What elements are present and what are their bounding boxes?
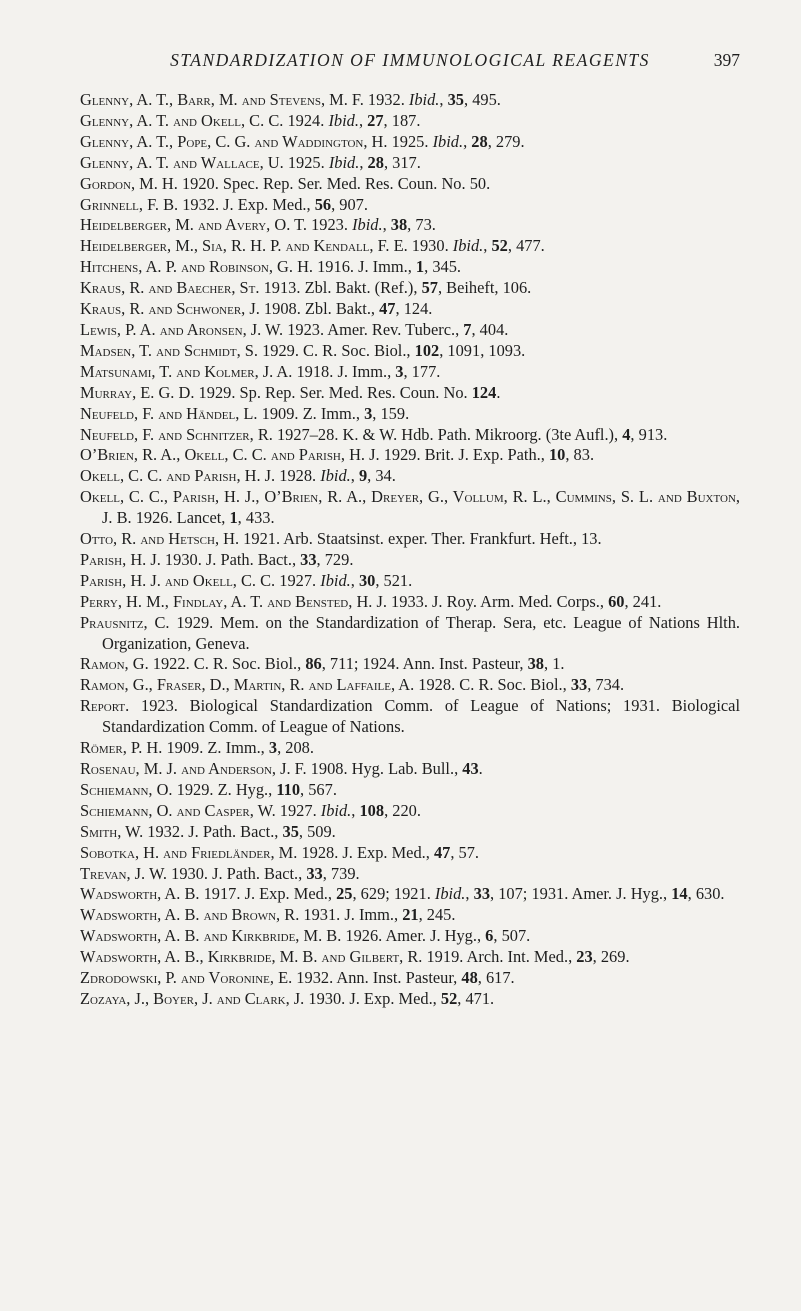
reference-entry [80,675,740,696]
reference-citation-text: , 83. [565,445,595,465]
reference-volume: 35 [447,90,464,109]
reference-citation-text: , 269. [592,947,630,967]
reference-volume: 1 [229,508,238,528]
reference-authors: Sobotka, H. and Friedländer, M. [80,842,298,862]
reference-citation-text: , 739. [322,863,360,883]
reference-volume: 7 [463,319,472,339]
reference-volume: 33 [300,549,317,569]
reference-citation-text: , 729. [316,549,354,569]
reference-entry [80,613,740,655]
reference-volume: 38 [527,654,544,674]
reference-authors: Glenny, A. T. and Wallace, U. [80,152,284,172]
reference-entry [80,236,740,257]
reference-citation-text: 1913. Zbl. Bakt. (Ref.), [259,278,422,298]
reference-authors: Heidelberger, M. and Avery, O. T. [80,215,307,235]
reference-citation-text: , 495. [464,90,501,109]
reference-ibid: Ibid. [328,110,359,130]
reference-authors: Kraus, R. and Schwoner, J. [80,299,260,319]
reference-entry [80,592,740,613]
reference-entry [80,759,740,780]
reference-authors: Parish, H. J. [80,549,161,569]
reference-volume: 30 [358,570,376,590]
reference-volume: 25 [336,884,353,904]
reference-citation-text: , 208. [277,738,314,758]
reference-citation-text: 1928. J. Exp. Med., [297,842,434,862]
reference-authors: Glenny, A. T., Pope, C. G. and Waddington, H. [80,131,388,151]
reference-citation-text: 1930. [407,236,453,256]
reference-ibid: Ibid. [352,215,383,235]
reference-citation-text: , [483,236,492,256]
reference-entry [80,257,740,278]
reference-citation-text: 1916. J. Imm., [313,257,416,277]
reference-volume: 3 [364,403,373,423]
reference-citation-text: 1920. Spec. Rep. Ser. Med. Res. Coun. No. 50. [177,173,491,193]
reference-volume: 86 [305,654,322,674]
reference-volume: 56 [314,194,332,214]
reference-citation-text: 1932. [363,90,409,109]
reference-volume: 48 [461,968,478,988]
running-title: STANDARDIZATION OF IMMUNOLOGICAL REAGENTS [170,50,650,70]
reference-citation-text: 1923. [306,215,353,235]
reference-entry [80,822,740,843]
reference-ibid: Ibid. [320,800,352,820]
reference-ibid: Ibid. [328,152,360,172]
reference-volume: 110 [276,779,301,799]
reference-entry [80,132,740,153]
reference-citation-text: , 345. [424,257,462,277]
reference-volume: 28 [367,152,384,172]
reference-authors: Report. [80,696,130,716]
reference-entry [80,383,740,404]
reference-entry [80,111,740,132]
reference-citation-text: , [350,466,359,486]
reference-ibid: Ibid. [432,131,464,151]
reference-citation-text: 1919. Arch. Int. Med., [422,947,577,967]
reference-authors: Wadsworth, A. B. [80,884,200,904]
reference-entry [80,466,740,487]
reference-authors: Glenny, A. T. and Okell, C. C. [80,110,284,130]
reference-citation-text: , 509. [298,821,336,841]
reference-volume: 23 [576,947,593,967]
reference-volume: 21 [402,905,419,925]
reference-ibid: Ibid. [452,236,484,256]
reference-authors: Matsunami, T. and Kolmer, J. A. [80,361,293,381]
reference-entry [80,174,740,195]
reference-volume: 47 [379,299,396,319]
reference-citation-text: 1926. Lancet, [131,508,230,528]
reference-authors: Ramon, G., Fraser, D., Martin, R. and Laffaile, A. [80,675,415,695]
reference-citation-text: 1909. Z. Imm., [162,738,269,758]
reference-citation-text: 1918. J. Imm., [292,361,396,381]
reference-ibid: Ibid. [320,466,351,486]
reference-citation-text: , 433. [237,508,275,528]
reference-citation-text: , 159. [372,403,410,423]
reference-citation-text: , 404. [471,319,509,339]
reference-citation-text: , 629; 1921. [352,884,435,904]
reference-entry [80,195,740,216]
reference-citation-text: , [351,800,360,820]
reference-citation-text: 1917. J. Exp. Med., [199,884,337,904]
reference-entry [80,968,740,989]
reference-citation-text: , [350,570,359,590]
reference-citation-text: , 1091, 1093. [439,340,526,360]
reference-citation-text: 1929. Brit. J. Exp. Path., [379,445,549,465]
reference-citation-text: 1928. C. R. Soc. Biol., [414,675,571,695]
reference-authors: Okell, C. C. and Parish, H. J. [80,466,276,486]
reference-citation-text: , [463,131,472,151]
reference-citation-text: 1908. Hyg. Lab. Bull., [306,759,463,778]
reference-citation-text: 1929. Sp. Rep. Ser. Med. Res. Coun. No. [194,382,472,402]
reference-entry [80,780,740,801]
reference-authors: Zdrodowski, P. and Voronine, E. [80,968,293,988]
reference-entry [80,404,740,425]
reference-citation-text: , 567. [300,779,337,799]
reference-entry [80,926,740,947]
reference-volume: 57 [421,278,438,298]
reference-authors: Lewis, P. A. and Aronsen, J. W. [80,319,284,339]
reference-citation-text: , 477. [507,236,545,256]
reference-citation-text: . [478,759,483,778]
reference-citation-text: 1929. Mem. on the Standardization of Therap. Sera, etc. League of Nations Hlth. Organization, Geneva. [102,612,740,653]
reference-citation-text: 1930. J. Exp. Med., [304,988,441,1008]
reference-citation-text: 1923. Biological Standardization Comm. of League of Nations; 1931. Biological Standardization Comm. of League of Nations. [102,696,740,737]
reference-volume: 60 [608,591,625,611]
reference-entry [80,989,740,1010]
reference-volume: 9 [358,466,368,486]
reference-citation-text: , 124. [395,299,433,319]
reference-citation-text: , 521. [375,570,413,590]
reference-volume: 102 [414,340,440,360]
reference-volume: 124 [471,382,497,402]
reference-authors: Grinnell, F. B. [80,194,179,214]
reference-entry [80,341,740,362]
reference-entry [80,843,740,864]
reference-citation-text: 1933. J. Roy. Arm. Med. Corps., [386,591,609,611]
reference-citation-text: , 220. [384,800,421,820]
reference-citation-text: , 1. [544,654,565,674]
reference-authors: Madsen, T. and Schmidt, S. [80,340,258,360]
reference-citation-text: 1928. [275,466,321,486]
reference-volume: 3 [395,361,404,381]
reference-citation-text: 1923. Amer. Rev. Tuberc., [283,319,464,339]
reference-entry [80,571,740,592]
reference-citation-text: , 630. [687,884,725,904]
reference-authors: Kraus, R. and Baecher, St. [80,278,260,298]
reference-volume: 3 [268,738,278,758]
reference-citation-text: 1925. [283,152,329,172]
reference-citation-text: 1926. Amer. J. Hyg., [341,926,486,946]
reference-entry [80,362,740,383]
reference-citation-text: 1930. J. Path. Bact., [167,863,307,883]
reference-authors: Glenny, A. T., Barr, M. and Stevens, M. F. [80,90,364,109]
reference-entry [80,947,740,968]
reference-volume: 33 [570,675,588,695]
reference-authors: Zozaya, J., Boyer, J. and Clark, J. [80,988,305,1008]
reference-citation-text: 1932. Ann. Inst. Pasteur, [292,968,462,988]
reference-ibid: Ibid. [320,570,351,590]
reference-citation-text: , 734. [587,675,625,695]
page-number: 397 [713,50,740,70]
reference-entry [80,801,740,822]
reference-entry [80,320,740,341]
reference-citation-text: 1929. Z. Hyg., [172,779,277,799]
reference-entry [80,884,740,905]
reference-authors: Okell, C. C., Parish, H. J., O’Brien, R. A., Dreyer, G., Vollum, R. L., Cummins, S. L. and Buxton, J. B. [80,487,740,528]
reference-authors: Hitchens, A. P. and Robinson, G. H. [80,257,314,277]
reference-authors: Prausnitz, C. [80,612,170,632]
reference-citation-text: 1930. J. Path. Bact., [160,549,301,569]
reference-authors: Parish, H. J. and Okell, C. C. [80,570,276,590]
reference-citation-text: . [496,382,501,402]
reference-volume: 33 [306,863,323,883]
reference-citation-text: 1921. Arb. Staatsinst. exper. Ther. Frankfurt. Heft., 13. [239,529,602,549]
reference-citation-text: , 73. [407,215,436,235]
reference-citation-text: , [359,152,368,172]
reference-citation-text: , 245. [418,905,456,925]
reference-entry [80,445,740,466]
reference-citation-text: 1932. J. Path. Bact., [143,821,283,841]
reference-citation-text: , 711; 1924. Ann. Inst. Pasteur, [321,654,528,674]
reference-volume: 47 [433,842,451,862]
reference-authors: Neufeld, F. and Händel, L. [80,403,258,423]
reference-volume: 27 [367,110,384,130]
reference-citation-text: , 34. [367,466,396,486]
reference-citation-text: 1909. Z. Imm., [257,403,365,423]
reference-citation-text: , 617. [477,968,515,988]
reference-entry [80,529,740,550]
reference-authors: Rosenau, M. J. and Anderson, J. F. [80,759,307,778]
reference-volume: 52 [440,988,458,1008]
reference-ibid: Ibid. [408,90,440,109]
reference-entry [80,864,740,885]
reference-citation-text: , 177. [403,361,441,381]
reference-citation-text: , Beiheft, 106. [437,278,532,298]
reference-authors: Römer, P. H. [80,738,163,758]
reference-citation-text: , [358,110,368,130]
reference-citation-text: 1924. [283,110,329,130]
reference-authors: Ramon, G. [80,654,149,674]
reference-authors: Wadsworth, A. B., Kirkbride, M. B. and Gilbert, R. [80,947,423,967]
reference-citation-text: , 241. [624,591,662,611]
reference-citation-text: , [439,90,448,109]
reference-entry [80,215,740,236]
reference-entry [80,299,740,320]
reference-authors: Smith, W. [80,821,144,841]
reference-volume: 14 [671,884,688,904]
reference-citation-text: 1927–28. K. & W. Hdb. Path. Mikroorg. (3te Aufl.), [272,424,623,444]
reference-authors: Schiemann, O. [80,779,173,799]
reference-list [80,90,740,1010]
reference-entry [80,278,740,299]
reference-citation-text: 1929. C. R. Soc. Biol., [257,340,415,360]
reference-authors: Wadsworth, A. B. and Kirkbride, M. B. [80,926,342,946]
reference-volume: 28 [471,131,488,151]
reference-volume: 33 [473,884,491,904]
reference-citation-text: 1925. [387,131,433,151]
reference-authors: Otto, R. and Hetsch, H. [80,529,240,549]
reference-authors: O’Brien, R. A., Okell, C. C. and Parish, H. J. [80,445,380,465]
reference-citation-text: , 107; 1931. Amer. J. Hyg., [490,884,672,904]
reference-citation-text: 1931. J. Imm., [299,905,403,925]
reference-authors: Murray, E. G. D. [80,382,195,402]
reference-authors: Heidelberger, M., Sia, R. H. P. and Kendall, F. E. [80,236,408,256]
reference-citation-text: , 913. [630,424,668,444]
reference-citation-text: , 279. [487,131,525,151]
reference-authors: Wadsworth, A. B. and Brown, R. [80,905,300,925]
reference-ibid: Ibid. [434,884,466,904]
reference-volume: 108 [359,800,385,820]
reference-authors: Gordon, M. H. [80,173,178,193]
reference-citation-text: , 57. [450,842,480,862]
reference-volume: 52 [491,236,508,256]
reference-entry [80,153,740,174]
reference-entry [80,654,740,675]
reference-authors: Neufeld, F. and Schnitzer, R. [80,424,273,444]
reference-citation-text: , 317. [383,152,421,172]
reference-authors: Schiemann, O. and Casper, W. [80,800,276,820]
reference-citation-text: 1922. C. R. Soc. Biol., [148,654,306,674]
reference-citation-text: , 471. [457,988,495,1008]
reference-entry [80,738,740,759]
reference-citation-text: , 187. [383,110,421,130]
reference-citation-text: 1927. [275,570,321,590]
reference-entry [80,696,740,738]
reference-citation-text: 1908. Zbl. Bakt., [259,299,380,319]
reference-volume: 10 [548,445,566,465]
reference-citation-text: , 507. [493,926,531,946]
reference-entry [80,90,740,111]
reference-citation-text: 1932. J. Exp. Med., [178,194,315,214]
reference-authors: Trevan, J. W. [80,863,168,883]
reference-volume: 4 [622,424,631,444]
reference-volume: 35 [282,821,299,841]
reference-entry [80,425,740,446]
reference-citation-text: , 907. [331,194,368,214]
reference-entry [80,905,740,926]
reference-entry [80,487,740,529]
reference-entry [80,550,740,571]
reference-authors: Perry, H. M., Findlay, A. T. and Bensted, H. J. [80,591,387,611]
reference-volume: 43 [462,759,479,778]
reference-citation-text: , [465,884,474,904]
reference-volume: 1 [415,257,425,277]
reference-citation-text: 1927. [275,800,321,820]
reference-volume: 38 [390,215,408,235]
reference-volume: 6 [485,926,494,946]
running-header [80,50,740,74]
reference-citation-text: , [382,215,391,235]
